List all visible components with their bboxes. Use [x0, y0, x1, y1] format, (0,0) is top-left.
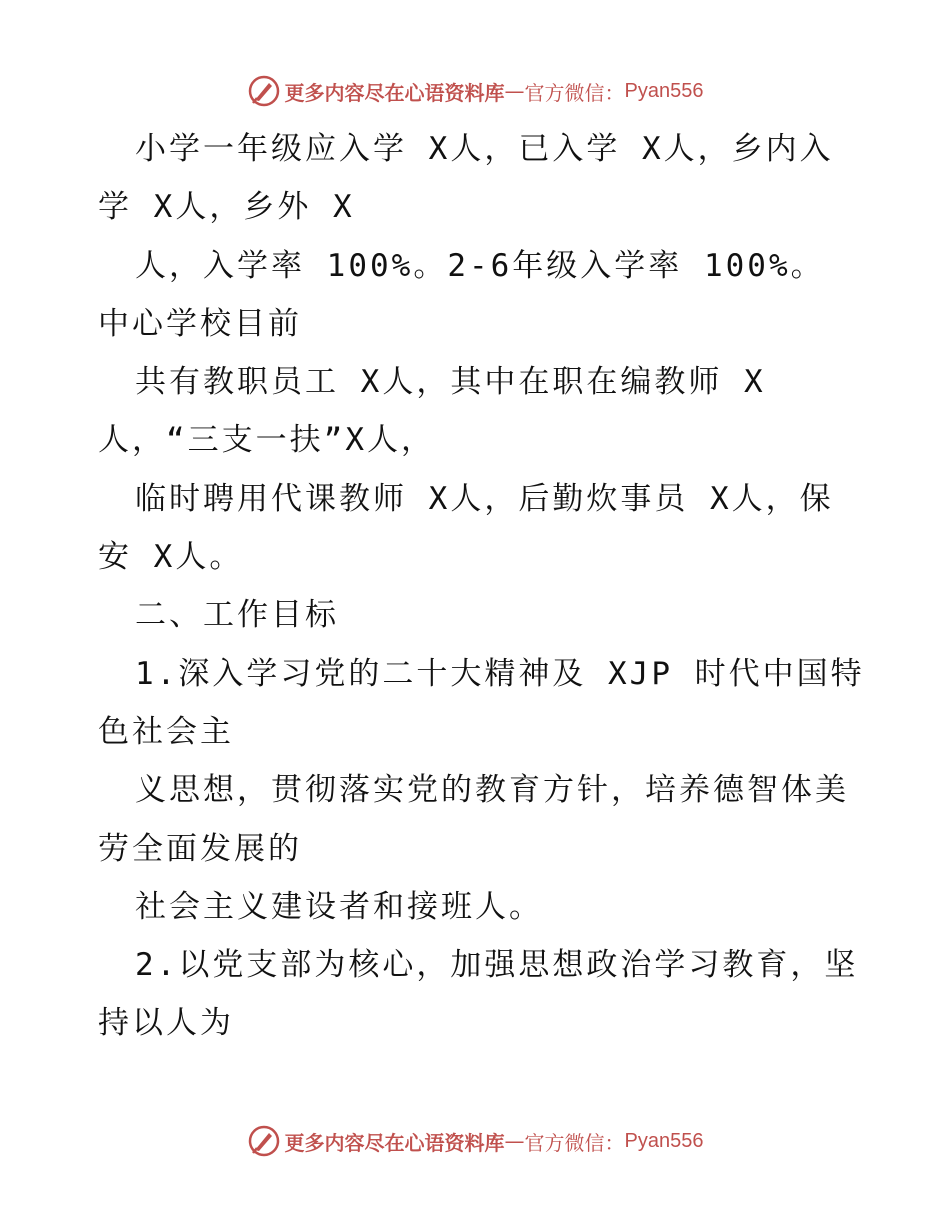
body-line: 小学一年级应入学 X人，已入学 X人，乡内入 [135, 131, 834, 167]
body-line: 义思想，贯彻落实党的教育方针，培养德智体美 [135, 772, 849, 809]
header-watermark [0, 71, 950, 111]
watermark-brand: 更多内容尽在心语资料库 [284, 1130, 505, 1155]
body-line: 人，入学率 100%。2-6年级入学率 100%。 [135, 247, 825, 284]
watermark-separator: — [504, 79, 525, 103]
body-line: 持以人为 [98, 1005, 234, 1042]
body-line: 安 X人。 [98, 539, 244, 576]
footer-watermark [0, 1121, 950, 1161]
body-line: 共有教职员工 X人，其中在职在编教师 X [135, 364, 766, 401]
watermark-wechat-id: Pyan556 [624, 79, 704, 102]
feather-pen-icon [247, 1124, 281, 1158]
feather-pen-icon [247, 74, 281, 108]
body-line: 临时聘用代课教师 X人，后勤炊事员 X人，保 [135, 480, 834, 517]
section-heading: 二、工作目标 [135, 597, 339, 634]
body-line: 2.以党支部为核心，加强思想政治学习教育，坚 [135, 947, 859, 984]
body-line: 中心学校目前 [98, 305, 302, 342]
watermark-brand: 更多内容尽在心语资料库 [284, 80, 505, 105]
body-line: 社会主义建设者和接班人。 [135, 888, 543, 925]
body-line: 人，“三支一扶”X人， [98, 422, 435, 459]
watermark-wechat-label: 官方微信： [524, 80, 625, 105]
watermark-separator: — [504, 1129, 525, 1153]
watermark-wechat-id: Pyan556 [624, 1129, 704, 1152]
body-line: 劳全面发展的 [98, 830, 302, 867]
body-line: 学 X人，乡外 X [98, 189, 355, 226]
body-line: 1.深入学习党的二十大精神及 XJP 时代中国特 [135, 655, 865, 692]
body-line: 色社会主 [98, 713, 234, 750]
document-body [98, 120, 865, 1053]
watermark-wechat-label: 官方微信： [524, 1130, 625, 1155]
